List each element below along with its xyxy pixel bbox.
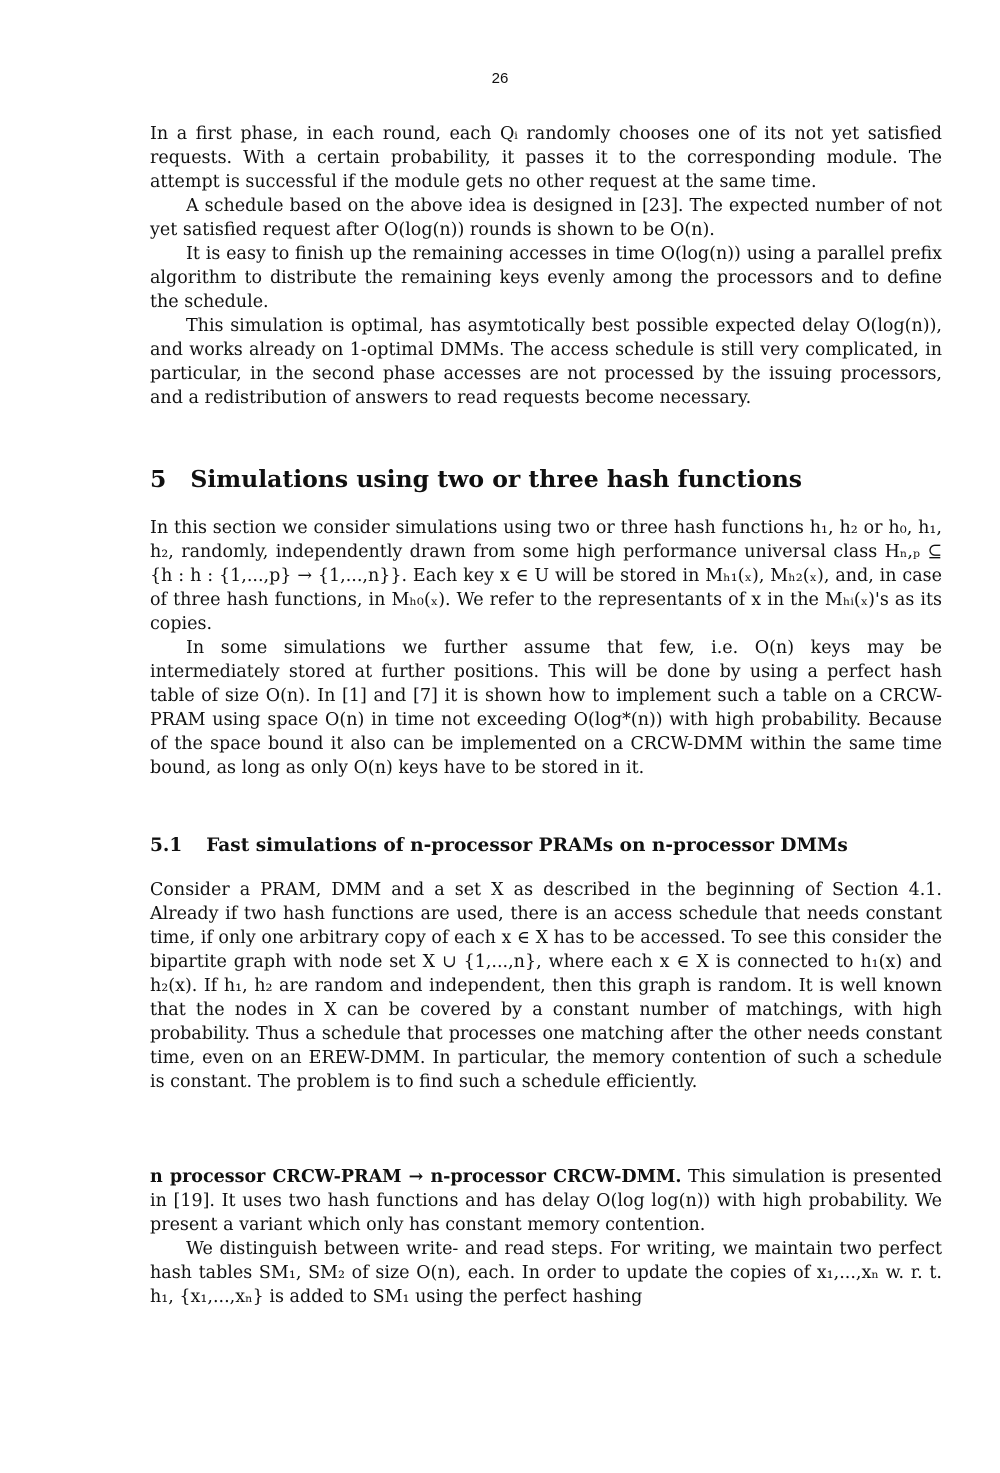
section-5-1-heading (150, 833, 942, 859)
section-5-heading (150, 464, 942, 494)
runin-paragraph (150, 1165, 942, 1237)
section-number: 5 (150, 465, 167, 493)
section-5-1-body (150, 878, 942, 1094)
paragraph: A schedule based on the above idea is designed in [23]. The expected number of not yet satisfied request after O(log(n)) rounds is shown to be O(n). (150, 196, 942, 240)
paragraph: Consider a PRAM, DMM and a set X as described in the beginning of Section 4.1. Already if two hash functions are used, there is an access schedule that needs constant time, if only one arbitrary copy of each x ∈ X has to be accessed. To see this consider the bipartite graph with node set X ∪ {1,...,n}, where each x ∈ X is connected to h₁(x) and h₂(x). If h₁, h₂ are random and independent, then this graph is random. It is well known that the nodes in X can be covered by a constant number of matchings, with high probability. Thus a schedule that processes one matching after the other needs constant time, even on an EREW-DMM. In particular, the memory contention of such a schedule is constant. The problem is to find such a schedule efficiently. (150, 880, 942, 1092)
runin-heading: n processor CRCW-PRAM → n-processor CRCW-DMM. (150, 1167, 682, 1187)
paragraph: In a first phase, in each round, each Qᵢ randomly chooses one of its not yet satisfied requests. With a certain probability, it passes it to the corresponding module. The attempt is successful if the module gets no other request at the same time. (150, 124, 942, 192)
section-title: Simulations using two or three hash functions (190, 465, 803, 493)
paragraph: In this section we consider simulations using two or three hash functions h₁, h₂ or h₀, h₁, h₂, randomly, independently drawn from some high performance universal class Hₙ,ₚ ⊆ {h : h : {1,...,p} → {1,...,n}}. Each key x ∈ U will be stored in Mₕ₁(ₓ), Mₕ₂(ₓ), and, in case of three hash functions, in Mₕ₀(ₓ). We refer to the representants of x in the Mₕᵢ(ₓ)'s as its copies. (150, 518, 942, 634)
paragraph: This simulation is optimal, has asymtotically best possible expected delay O(log(n)), and works already on 1-optimal DMMs. The access schedule is still very complicated, in particular, in the second phase accesses are not processed by the issuing processors, and a redistribution of answers to read requests become necessary. (150, 316, 942, 408)
runin-text: This simulation is presented in [19]. It uses two hash functions and has delay O(log log(n)) with high probability. We present a variant which only has constant memory contention. (150, 1167, 942, 1235)
paragraph: We distinguish between write- and read steps. For writing, we maintain two perfect hash tables SM₁, SM₂ of size O(n), each. In order to update the copies of x₁,...,xₙ w. r. t. h₁, {x₁,...,xₙ} is added to SM₁ using the perfect hashing (150, 1239, 942, 1307)
section-5-body (150, 516, 942, 780)
paragraph: In some simulations we further assume that few, i.e. O(n) keys may be intermediately stored at further positions. This will be done by using a perfect hash table of size O(n). In [1] and [7] it is shown how to implement such a table on a CRCW-PRAM using space O(n) in time not exceeding O(log*(n)) with high probability. Because of the space bound it also can be implemented on a CRCW-DMM within the same time bound, as long as only O(n) keys have to be stored in it. (150, 638, 942, 778)
subsection-number: 5.1 (150, 835, 183, 856)
page-number: 26 (491, 70, 509, 87)
paragraph: It is easy to finish up the remaining accesses in time O(log(n)) using a parallel prefix algorithm to distribute the remaining keys evenly among the processors and to define the schedule. (150, 244, 942, 312)
subsection-title: Fast simulations of n-processor PRAMs on n-processor DMMs (206, 835, 848, 856)
intro-block (150, 122, 942, 410)
runin-block (150, 1165, 942, 1309)
